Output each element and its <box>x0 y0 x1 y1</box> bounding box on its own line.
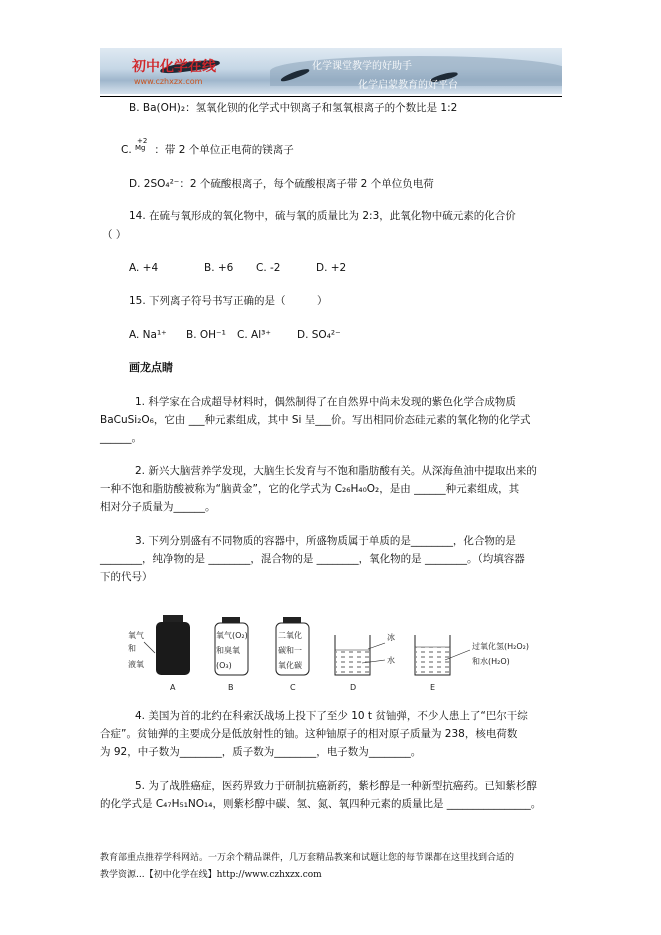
q14-stem: 14. 在硫与氧形成的氧化物中，硫与氧的质量比为 2:3，此氧化物中硫元素的化合价 <box>129 210 516 222</box>
p1-line: ______。 <box>100 432 142 444</box>
q15-option-b: B. OH⁻¹ <box>186 329 226 341</box>
p1-line: 1. 科学家在合成超导材料时，偶然制得了在自然界中尚未发现的紫色化学合成物质 <box>135 396 516 408</box>
q14-option-c: C. -2 <box>256 262 281 274</box>
label-b: (O₃) <box>216 661 232 670</box>
p3-line: 下的代号） <box>100 571 153 583</box>
q14-option-a: A. +4 <box>129 262 159 274</box>
label-b: 氧气(O₂) <box>216 631 248 640</box>
p4-line: 4. 美国为首的北约在科索沃战场上投下了至少 10 t 贫铀弹，不少人患上了“巴尔干综 <box>135 710 528 722</box>
p1-line: BaCuSi₂O₆，它由 ___种元素组成，其中 Si 呈___价。写出相同价态硅元素的氧化物的化学式 <box>100 414 531 426</box>
header-rule <box>100 96 562 97</box>
container-b <box>215 617 248 692</box>
q15-option-d: D. SO₄²⁻ <box>297 329 341 341</box>
containers-figure <box>100 605 570 700</box>
q13-option-c <box>121 137 294 158</box>
banner-slogan-2: 化学启蒙教育的好平台 <box>358 80 458 91</box>
p4-line: 为 92，中子数为________，质子数为________，电子数为________。 <box>100 746 422 758</box>
valence-sup: +2 <box>137 137 148 145</box>
q13-option-b: B. Ba(OH)₂：氢氧化钡的化学式中钡离子和氢氧根离子的个数比是 1:2 <box>129 102 458 114</box>
q13-option-d: D. 2SO₄²⁻：2 个硫酸根离子，每个硫酸根离子带 2 个单位负电荷 <box>129 178 434 190</box>
p2-line: 2. 新兴大脑营养学发现，大脑生长发育与不饱和脂肪酸有关。从深海鱼油中提取出来的 <box>135 465 537 477</box>
q15-option-c: C. Al³⁺ <box>237 329 271 341</box>
p3-line: 3. 下列分别盛有不同物质的容器中，所盛物质属于单质的是________，化合物的是 <box>135 535 516 547</box>
container-e <box>415 635 529 692</box>
caption-b: B <box>228 683 234 692</box>
label-e: 过氧化氢(H₂O₂) <box>472 642 529 651</box>
caption-c: C <box>290 683 296 692</box>
header-banner <box>100 48 562 94</box>
p5-line: 5. 为了战胜癌症，医药界致力于研制抗癌新药，紫杉醇是一种新型抗癌药。已知紫杉醇 <box>135 780 537 792</box>
q13-c-prefix: C. <box>121 144 132 156</box>
p4-line: 合症”。贫铀弹的主要成分是低放射性的铀。这种铀原子的相对原子质量为 238，核电荷数 <box>100 728 518 740</box>
container-d <box>335 632 395 692</box>
p5-line: 的化学式是 C₄₇H₅₁NO₁₄，则紫杉醇中碳、氢、氮、氧四种元素的质量比是 ________________。 <box>100 798 542 810</box>
caption-e: E <box>430 683 436 692</box>
p3-line: ________，纯净物的是 ________，混合物的是 ________，氧化物的是 ________。（均填容器 <box>100 553 525 565</box>
label-c: 氧化碳 <box>278 661 302 670</box>
q13-c-text: ：带 2 个单位正电荷的镁离子 <box>154 144 294 156</box>
p2-line: 一种不饱和脂肪酸被称为“脑黄金”，它的化学式为 C₂₆H₄₀O₂，是由 ______种元素组成，其 <box>100 483 520 495</box>
banner-logo: 初中化学在线 <box>132 59 216 75</box>
footer-link[interactable]: 教学资源...【初中化学在线】http://www.czhxzx.com <box>100 870 322 880</box>
section-title: 画龙点睛 <box>129 361 173 374</box>
label-c: 二氧化 <box>278 631 302 640</box>
label-d: 水 <box>387 656 395 665</box>
q14-option-d: D. +2 <box>316 262 347 274</box>
q15-stem: 15. 下列离子符号书写正确的是（ ） <box>129 295 328 307</box>
label-a: 氧气 <box>128 631 144 640</box>
caption-d: D <box>350 683 357 692</box>
q14-paren: （ ） <box>102 229 127 241</box>
label-e: 和水(H₂O) <box>472 657 510 666</box>
label-b: 和臭氧 <box>216 646 240 655</box>
container-a <box>128 615 190 692</box>
valence-symbol <box>135 137 151 158</box>
container-c <box>276 617 309 692</box>
footer-line: 教育部重点推荐学科网站。一万余个精品课件，几万套精品教案和试题让您的每节课都在这里找到合适的 <box>100 853 515 863</box>
p2-line: 相对分子质量为______。 <box>100 501 216 513</box>
banner-slogan-1: 化学课堂教学的好助手 <box>312 61 412 72</box>
q14-option-b: B. +6 <box>204 262 234 274</box>
caption-a: A <box>170 683 176 692</box>
banner-url: www.czhxzx.com <box>134 77 203 86</box>
label-a: 液氧 <box>128 660 144 669</box>
element-symbol: Mg <box>135 144 146 152</box>
label-a: 和 <box>128 644 136 653</box>
label-c: 碳和一 <box>278 646 302 655</box>
label-d: 冰 <box>387 633 395 642</box>
q15-option-a: A. Na¹⁺ <box>129 329 167 341</box>
